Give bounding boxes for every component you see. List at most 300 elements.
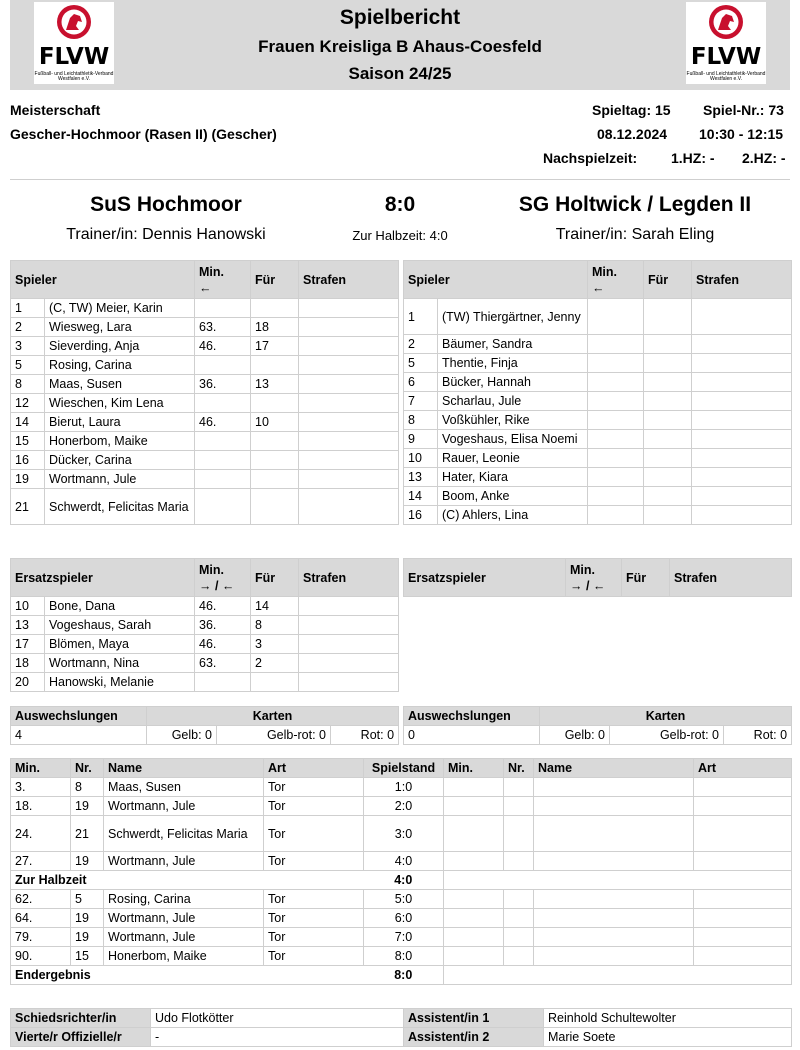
assistant2-name: Marie Soete (544, 1028, 792, 1047)
match-date: 08.12.2024 (597, 126, 668, 142)
goal-scorer: Wortmann, Jule (104, 797, 264, 816)
player-row (404, 506, 792, 525)
away-summary-table (403, 706, 792, 745)
player-for (251, 394, 299, 413)
away-goal-cell (444, 909, 504, 928)
player-minute (195, 451, 251, 470)
player-name: Maas, Susen (45, 375, 195, 394)
col-art: Art (694, 759, 792, 778)
goal-type: Tor (264, 852, 364, 871)
player-for: 18 (251, 318, 299, 337)
player-for: 10 (251, 413, 299, 432)
goal-minute: 79. (11, 928, 71, 947)
final-row-score: 8:0 (364, 966, 444, 985)
away-goal-cell (534, 928, 694, 947)
player-minute: 36. (195, 375, 251, 394)
col-fuer: Für (251, 261, 299, 299)
player-name: Sieverding, Anja (45, 337, 195, 356)
player-for: 13 (251, 375, 299, 394)
goal-scorer: Schwerdt, Felicitas Maria (104, 816, 264, 852)
player-minute (195, 673, 251, 692)
player-penalties (299, 597, 399, 616)
player-minute (195, 356, 251, 375)
matchday: Spieltag: 15 (592, 102, 671, 118)
player-number: 17 (11, 635, 45, 654)
goal-number: 19 (71, 852, 104, 871)
away-subs-table (403, 558, 792, 597)
player-penalties (692, 354, 792, 373)
col-min: Min. → / ← (566, 559, 622, 597)
player-name: Honerbom, Maike (45, 432, 195, 451)
away-goal-cell (504, 852, 534, 871)
player-for: 8 (251, 616, 299, 635)
player-minute (588, 373, 644, 392)
goal-type: Tor (264, 797, 364, 816)
player-row (11, 635, 399, 654)
player-for (251, 451, 299, 470)
final-row-label: Endergebnis (11, 966, 364, 985)
goal-row (11, 797, 792, 816)
goal-number: 19 (71, 928, 104, 947)
player-for: 3 (251, 635, 299, 654)
player-row (404, 449, 792, 468)
player-number: 8 (11, 375, 45, 394)
player-minute: 63. (195, 318, 251, 337)
goal-type: Tor (264, 778, 364, 797)
away-goal-cell (504, 928, 534, 947)
away-goal-cell (694, 852, 792, 871)
goal-type: Tor (264, 816, 364, 852)
player-minute (588, 411, 644, 430)
player-minute: 46. (195, 413, 251, 432)
player-name: Bäumer, Sandra (438, 335, 588, 354)
player-name: Vogeshaus, Sarah (45, 616, 195, 635)
away-goal-cell (694, 947, 792, 966)
player-penalties (299, 451, 399, 470)
goal-number: 21 (71, 816, 104, 852)
away-players-table (403, 260, 792, 525)
player-minute (588, 487, 644, 506)
player-for (644, 354, 692, 373)
player-name: Voßkühler, Rike (438, 411, 588, 430)
player-number: 14 (11, 413, 45, 432)
player-row (404, 468, 792, 487)
away-team: SG Holtwick / Legden II (518, 193, 752, 216)
halftime-score: Zur Halbzeit: 4:0 (352, 228, 448, 243)
player-name: (C) Ahlers, Lina (438, 506, 588, 525)
halftime-row (11, 871, 792, 890)
player-row (404, 392, 792, 411)
final-score: 8:0 (384, 193, 416, 216)
player-number: 1 (404, 299, 438, 335)
away-goal-cell (534, 890, 694, 909)
col-strafen: Strafen (692, 261, 792, 299)
goal-minute: 3. (11, 778, 71, 797)
referee-label: Schiedsrichter/in (11, 1009, 151, 1028)
player-penalties (299, 470, 399, 489)
player-minute (588, 335, 644, 354)
goal-row (11, 778, 792, 797)
player-number: 16 (11, 451, 45, 470)
player-penalties (692, 411, 792, 430)
goal-number: 19 (71, 909, 104, 928)
player-name: Hater, Kiara (438, 468, 588, 487)
player-number: 7 (404, 392, 438, 411)
player-row (11, 375, 399, 394)
col-strafen: Strafen (670, 559, 792, 597)
player-for (251, 356, 299, 375)
player-penalties (299, 489, 399, 525)
goal-number: 8 (71, 778, 104, 797)
blank-cell (444, 966, 792, 985)
goal-row (11, 890, 792, 909)
away-goal-cell (504, 816, 534, 852)
player-name: Scharlau, Jule (438, 392, 588, 411)
away-goal-cell (444, 797, 504, 816)
goal-row (11, 947, 792, 966)
player-row (11, 470, 399, 489)
goal-minute: 62. (11, 890, 71, 909)
col-min: Min. → / ← (195, 559, 251, 597)
player-penalties (299, 654, 399, 673)
goal-minute: 90. (11, 947, 71, 966)
player-penalties (299, 413, 399, 432)
col-ersatzspieler: Ersatzspieler (404, 559, 566, 597)
col-strafen: Strafen (299, 261, 399, 299)
logo-subtext: Fußball- und Leichtathletik-Verband Westfalen e.V. (686, 71, 766, 82)
goal-minute: 24. (11, 816, 71, 852)
goal-scorer: Honerbom, Maike (104, 947, 264, 966)
player-number: 9 (404, 430, 438, 449)
away-sub-count: 0 (404, 726, 540, 745)
away-goal-cell (534, 947, 694, 966)
player-for (644, 430, 692, 449)
goal-score: 8:0 (364, 947, 444, 966)
player-name: Rosing, Carina (45, 356, 195, 375)
player-minute (588, 449, 644, 468)
venue: Gescher-Hochmoor (Rasen II) (Gescher) (10, 126, 277, 142)
goal-score: 6:0 (364, 909, 444, 928)
player-penalties (299, 673, 399, 692)
player-row (11, 394, 399, 413)
goal-row (11, 816, 792, 852)
player-name: Bücker, Hannah (438, 373, 588, 392)
player-number: 8 (404, 411, 438, 430)
player-row (404, 411, 792, 430)
player-penalties (692, 299, 792, 335)
player-for: 14 (251, 597, 299, 616)
final-row (11, 966, 792, 985)
player-minute (195, 432, 251, 451)
logo-text: FLVW (690, 44, 762, 70)
player-row (11, 616, 399, 635)
stoppage-second-half: 2.HZ: - (742, 150, 786, 166)
away-goal-cell (694, 778, 792, 797)
player-name: Vogeshaus, Elisa Noemi (438, 430, 588, 449)
away-goal-cell (694, 909, 792, 928)
player-name: Wiesweg, Lara (45, 318, 195, 337)
player-minute (588, 468, 644, 487)
player-minute (588, 430, 644, 449)
player-row (11, 451, 399, 470)
away-goal-cell (534, 852, 694, 871)
player-name: (TW) Thiergärtner, Jenny (438, 299, 588, 335)
goal-type: Tor (264, 909, 364, 928)
goal-score: 5:0 (364, 890, 444, 909)
player-number: 3 (11, 337, 45, 356)
player-name: (C, TW) Meier, Karin (45, 299, 195, 318)
goal-score: 3:0 (364, 816, 444, 852)
goal-row (11, 852, 792, 871)
player-row (11, 356, 399, 375)
player-name: Bone, Dana (45, 597, 195, 616)
goal-scorer: Wortmann, Jule (104, 852, 264, 871)
player-number: 2 (404, 335, 438, 354)
col-spieler: Spieler (404, 261, 588, 299)
player-number: 20 (11, 673, 45, 692)
player-row (11, 489, 399, 525)
assistant1-name: Reinhold Schultewolter (544, 1009, 792, 1028)
player-row (404, 335, 792, 354)
player-number: 19 (11, 470, 45, 489)
match-number: Spiel-Nr.: 73 (703, 102, 784, 118)
player-for (644, 373, 692, 392)
away-goal-cell (504, 909, 534, 928)
goal-type: Tor (264, 890, 364, 909)
player-for (644, 335, 692, 354)
away-goal-cell (504, 797, 534, 816)
away-goal-cell (504, 778, 534, 797)
player-for (251, 489, 299, 525)
player-name: Thentie, Finja (438, 354, 588, 373)
goal-scorer: Rosing, Carina (104, 890, 264, 909)
player-minute (588, 354, 644, 373)
away-goal-cell (534, 778, 694, 797)
player-minute: 46. (195, 337, 251, 356)
away-goal-cell (534, 909, 694, 928)
away-yellow: Gelb: 0 (540, 726, 610, 745)
player-name: Bierut, Laura (45, 413, 195, 432)
col-fuer: Für (622, 559, 670, 597)
home-team: SuS Hochmoor (90, 193, 242, 216)
match-time: 10:30 - 12:15 (699, 126, 784, 142)
away-goal-cell (534, 816, 694, 852)
goal-number: 15 (71, 947, 104, 966)
col-nr: Nr. (504, 759, 534, 778)
goal-scorer: Maas, Susen (104, 778, 264, 797)
away-goal-cell (444, 778, 504, 797)
goal-scorer: Wortmann, Jule (104, 928, 264, 947)
player-penalties (299, 394, 399, 413)
goal-row (11, 909, 792, 928)
player-minute (195, 394, 251, 413)
col-fuer: Für (251, 559, 299, 597)
away-goal-cell (694, 816, 792, 852)
away-goal-cell (444, 816, 504, 852)
away-goal-cell (444, 928, 504, 947)
player-minute (588, 392, 644, 411)
col-name: Name (534, 759, 694, 778)
goals-table (10, 758, 792, 985)
fourth-official-label: Vierte/r Offizielle/r (11, 1028, 151, 1047)
home-yellowred: Gelb-rot: 0 (217, 726, 331, 745)
col-karten: Karten (540, 707, 792, 726)
player-for (644, 392, 692, 411)
goal-row (11, 928, 792, 947)
player-penalties (299, 356, 399, 375)
player-number: 12 (11, 394, 45, 413)
player-for: 2 (251, 654, 299, 673)
col-strafen: Strafen (299, 559, 399, 597)
home-yellow: Gelb: 0 (147, 726, 217, 745)
goal-scorer: Wortmann, Jule (104, 909, 264, 928)
player-minute: 63. (195, 654, 251, 673)
player-name: Wortmann, Nina (45, 654, 195, 673)
player-number: 10 (11, 597, 45, 616)
player-name: Blömen, Maya (45, 635, 195, 654)
goal-number: 5 (71, 890, 104, 909)
home-subs-table (10, 558, 399, 692)
player-for (251, 470, 299, 489)
competition: Meisterschaft (10, 102, 101, 118)
player-number: 2 (11, 318, 45, 337)
player-penalties (299, 375, 399, 394)
player-minute (588, 506, 644, 525)
player-minute (195, 489, 251, 525)
player-penalties (299, 635, 399, 654)
player-row (11, 318, 399, 337)
player-for (251, 299, 299, 318)
player-minute (195, 299, 251, 318)
player-row (11, 654, 399, 673)
goal-score: 1:0 (364, 778, 444, 797)
player-number: 16 (404, 506, 438, 525)
player-penalties (692, 430, 792, 449)
player-penalties (299, 616, 399, 635)
home-sub-count: 4 (11, 726, 147, 745)
player-for (644, 299, 692, 335)
col-min: Min. (444, 759, 504, 778)
away-goal-cell (694, 928, 792, 947)
player-penalties (692, 449, 792, 468)
player-penalties (299, 432, 399, 451)
player-name: Wieschen, Kim Lena (45, 394, 195, 413)
player-number: 15 (11, 432, 45, 451)
away-goal-cell (444, 890, 504, 909)
player-number: 13 (404, 468, 438, 487)
page-title: Spielbericht (339, 6, 461, 29)
player-for (644, 506, 692, 525)
player-row (404, 373, 792, 392)
away-goal-cell (504, 890, 534, 909)
player-for: 17 (251, 337, 299, 356)
away-yellowred: Gelb-rot: 0 (610, 726, 724, 745)
col-ersatzspieler: Ersatzspieler (11, 559, 195, 597)
player-minute (195, 470, 251, 489)
league-title: Frauen Kreisliga B Ahaus-Coesfeld (258, 37, 542, 56)
player-row (11, 337, 399, 356)
player-for (251, 673, 299, 692)
assistant2-label: Assistent/in 2 (404, 1028, 544, 1047)
player-row (404, 487, 792, 506)
player-penalties (692, 392, 792, 411)
goal-minute: 64. (11, 909, 71, 928)
player-row (11, 673, 399, 692)
away-goal-cell (694, 797, 792, 816)
player-row (404, 299, 792, 335)
home-players-table (10, 260, 399, 525)
goal-score: 4:0 (364, 852, 444, 871)
season-title: Saison 24/25 (348, 64, 452, 83)
player-row (11, 432, 399, 451)
col-spieler: Spieler (11, 261, 195, 299)
player-minute: 36. (195, 616, 251, 635)
logo-subtext: Fußball- und Leichtathletik-Verband Westfalen e.V. (34, 71, 114, 82)
col-fuer: Für (644, 261, 692, 299)
player-name: Wortmann, Jule (45, 470, 195, 489)
player-row (11, 299, 399, 318)
away-goal-cell (504, 947, 534, 966)
officials-table (10, 1008, 792, 1047)
player-minute (588, 299, 644, 335)
col-min: Min. (11, 759, 71, 778)
stoppage-label: Nachspielzeit: (543, 150, 638, 166)
away-goal-cell (444, 947, 504, 966)
player-penalties (692, 335, 792, 354)
player-row (404, 430, 792, 449)
player-name: Dücker, Carina (45, 451, 195, 470)
player-number: 5 (404, 354, 438, 373)
player-penalties (692, 506, 792, 525)
player-for (644, 411, 692, 430)
away-red: Rot: 0 (724, 726, 792, 745)
player-penalties (692, 468, 792, 487)
col-min: Min. ← (588, 261, 644, 299)
player-name: Hanowski, Melanie (45, 673, 195, 692)
referee-name: Udo Flotkötter (151, 1009, 404, 1028)
player-minute: 46. (195, 635, 251, 654)
goal-number: 19 (71, 797, 104, 816)
player-number: 5 (11, 356, 45, 375)
col-auswechslungen: Auswechslungen (11, 707, 147, 726)
blank-cell (444, 871, 792, 890)
player-row (11, 413, 399, 432)
logo-text: FLVW (38, 44, 110, 70)
divider (10, 179, 790, 180)
col-art: Art (264, 759, 364, 778)
player-number: 13 (11, 616, 45, 635)
player-penalties (692, 487, 792, 506)
away-goal-cell (694, 890, 792, 909)
assistant1-label: Assistent/in 1 (404, 1009, 544, 1028)
col-auswechslungen: Auswechslungen (404, 707, 540, 726)
player-name: Boom, Anke (438, 487, 588, 506)
player-penalties (299, 318, 399, 337)
col-name: Name (104, 759, 264, 778)
player-number: 10 (404, 449, 438, 468)
player-row (404, 354, 792, 373)
col-min: Min. ← (195, 261, 251, 299)
player-name: Rauer, Leonie (438, 449, 588, 468)
away-goal-cell (534, 797, 694, 816)
away-goal-cell (444, 852, 504, 871)
player-penalties (299, 299, 399, 318)
player-number: 18 (11, 654, 45, 673)
away-trainer: Trainer/in: Sarah Eling (555, 226, 715, 243)
col-nr: Nr. (71, 759, 104, 778)
goal-type: Tor (264, 947, 364, 966)
col-spielstand: Spielstand (364, 759, 444, 778)
